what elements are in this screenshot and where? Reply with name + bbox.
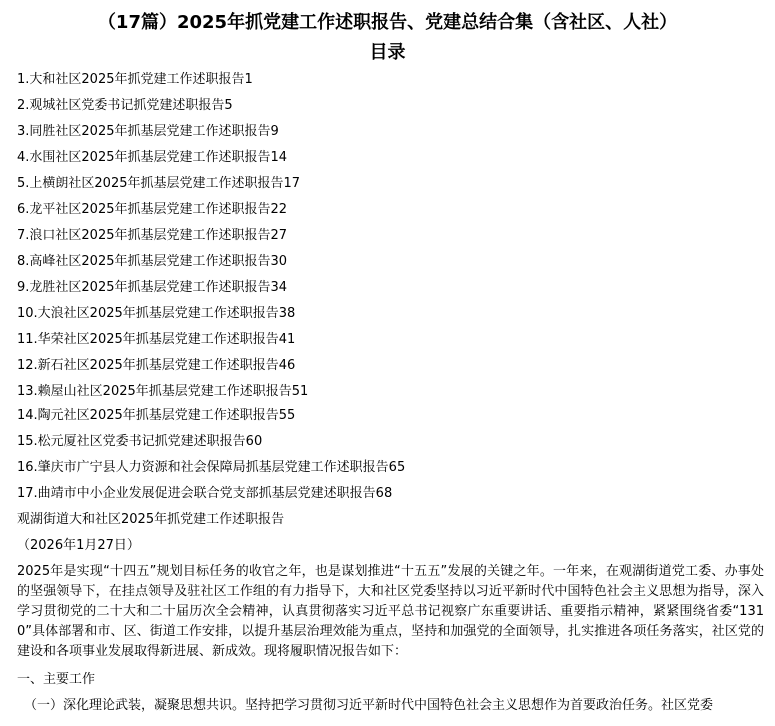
toc-item: 15.松元厦社区党委书记抓党建述职报告60	[17, 434, 263, 449]
toc-item: 6.龙平社区2025年抓基层党建工作述职报告22	[17, 202, 288, 217]
toc-item: 17.曲靖市中小企业发展促进会联合党支部抓基层党建述职报告68	[17, 486, 393, 501]
toc-item: 14.陶元社区2025年抓基层党建工作述职报告55	[17, 408, 296, 423]
toc-item: 3.同胜社区2025年抓基层党建工作述职报告9	[17, 124, 279, 139]
toc-item: 10.大浪社区2025年抓基层党建工作述职报告38	[17, 306, 296, 321]
document-title: （17篇）2025年抓党建工作述职报告、党建总结合集（含社区、人社）	[97, 12, 678, 33]
toc-heading: 目录	[369, 42, 406, 63]
section-paragraph: （一）深化理论武装，凝聚思想共识。坚持把学习贯彻习近平新时代中国特色社会主义思想作为首要政治任务。社区党委	[24, 698, 714, 713]
toc-item: 13.赖屋山社区2025年抓基层党建工作述职报告51	[17, 384, 309, 399]
toc-item: 2.观城社区党委书记抓党建述职报告5	[17, 98, 233, 113]
toc-item: 9.龙胜社区2025年抓基层党建工作述职报告34	[17, 280, 288, 295]
intro-paragraph: 2025年是实现“十四五”规划目标任务的收官之年，也是谋划推进“十五五”发展的关键之年。一年来，在观湖街道党工委、办事处的坚强领导下，在挂点领导及驻社区工作组的有力指导下，大和社区党委坚持以习近平新时代中国特色社会主义思想为指导，深入学习贯彻党的二十大和二十届历次全会精神，认真贯彻落实习近平总书记视察广东重要讲话、重要指示精神，紧紧围绕省委“1310”具体部署和市、区、街道工作安排，以提升基层治理效能为重点，坚持和加强党的全面领导，扎实推进各项任务落实，社区党的建设和各项事业发展取得新进展、新成效。现将履职情况报告如下：	[17, 564, 764, 659]
toc-item: 5.上横朗社区2025年抓基层党建工作述职报告17	[17, 176, 301, 191]
toc-item: 12.新石社区2025年抓基层党建工作述职报告46	[17, 358, 296, 373]
toc-item: 11.华荣社区2025年抓基层党建工作述职报告41	[17, 332, 296, 347]
section-heading: 一、主要工作	[17, 672, 96, 687]
toc-item: 7.浪口社区2025年抓基层党建工作述职报告27	[17, 228, 288, 243]
report-date: （2026年1月27日）	[17, 538, 140, 553]
toc-item: 8.高峰社区2025年抓基层党建工作述职报告30	[17, 254, 288, 269]
toc-item: 1.大和社区2025年抓党建工作述职报告1	[17, 72, 253, 87]
toc-item: 4.水围社区2025年抓基层党建工作述职报告14	[17, 150, 288, 165]
toc-item: 16.肇庆市广宁县人力资源和社会保障局抓基层党建工作述职报告65	[17, 460, 406, 475]
report-heading: 观湖街道大和社区2025年抓党建工作述职报告	[17, 512, 285, 527]
